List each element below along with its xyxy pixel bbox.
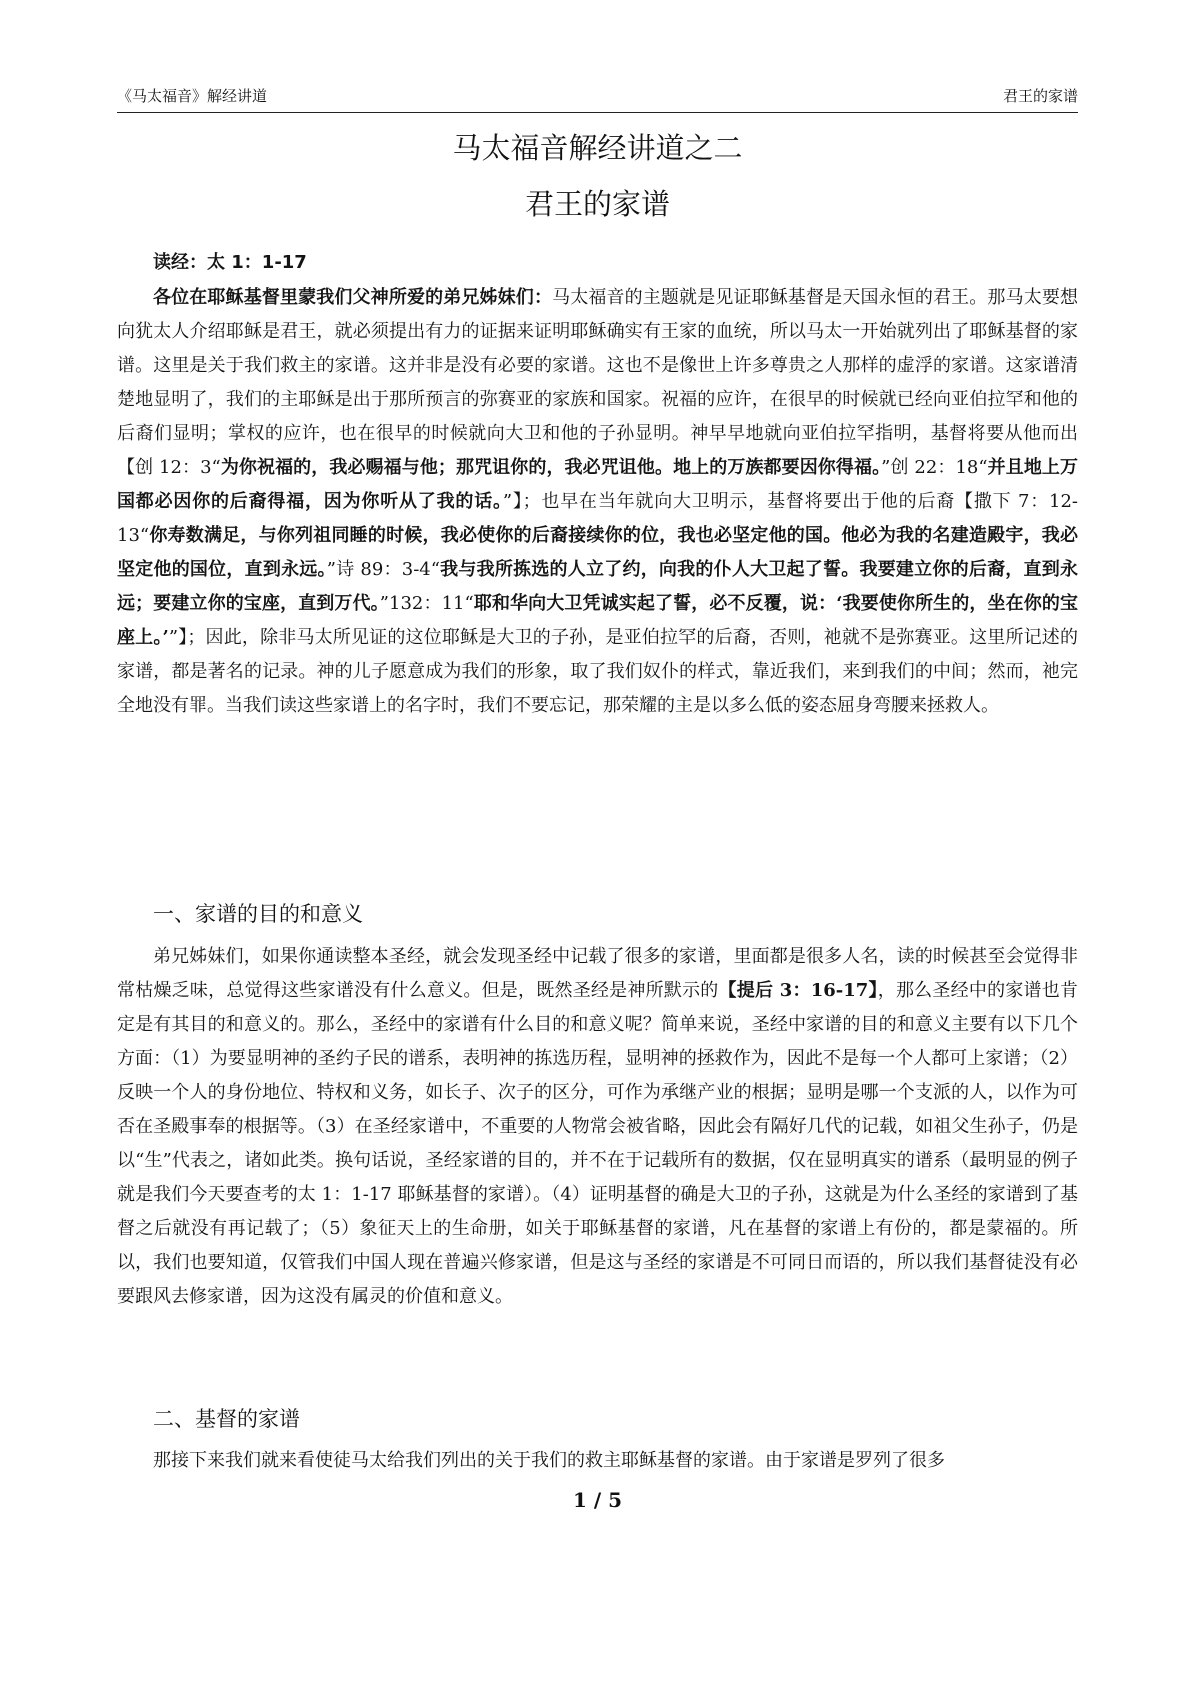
intro-paragraph bbox=[117, 281, 1078, 723]
running-header bbox=[117, 86, 1078, 113]
quote-ps-132: 耶和华向大卫凭诚实起了誓，必不反覆，说：‘我要使你所生的，坐在你的宝座上。’ bbox=[117, 593, 1079, 648]
section-2-paragraph: 那接下来我们就来看使徒马太给我们列出的关于我们的救主耶稣基督的家谱。由于家谱是罗列了很多 bbox=[153, 1450, 945, 1471]
intro-text-1: 马太福音的主题就是见证耶稣基督是天国永恒的君王。那马太要想向犹太人介绍耶稣是君王，就必须提出有力的证据来证明耶稣确实有王家的血统，所以马太一开始就列出了耶稣基督的家谱。这里是关于我们救主的家谱。这并非是没有必要的家谱。这也不是像世上许多尊贵之人那样的虚浮的家谱。这家谱清楚地显明了，我们的主耶稣是出于那所预言的弥赛亚的家族和国家。祝福的应许，在很早的时候就已经向亚伯拉罕和他的后裔们显明；掌权的应许，也在很早的时候就向大卫和他的子孙显明。神早早地就向亚伯拉罕指明，基督将要从他而出【创 12：3“ bbox=[117, 287, 1078, 478]
scripture-reference: 【提后 3：16-17】 bbox=[718, 980, 878, 1001]
page-number: 1 / 5 bbox=[572, 1488, 623, 1512]
quote-2sam-7: 你寿数满足，与你列祖同睡的时候，我必使你的后裔接续你的位，我也必坚定他的国。他必为我的名建造殿宇，我必坚定他的国位，直到永远。 bbox=[117, 525, 1078, 580]
quote-gen-22-18: 并且地上万国都必因你的后裔得福，因为你听从了我的话。 bbox=[117, 457, 1079, 512]
header-book-title: 《马太福音》解经讲道 bbox=[117, 87, 268, 105]
section-1-paragraph bbox=[117, 940, 1078, 1314]
intro-text-6: ”】；因此，除非马太所见证的这位耶稣是大卫的子孙，是亚伯拉罕的后裔，否则，祂就不是弥赛亚。这里所记述的家谱，都是著名的记录。神的儿子愿意成为我们的形象，取了我们奴仆的样式，靠近我们，来到我们的中间；然而，祂完全地没有罪。当我们读这些家谱上的名字时，我们不要忘记，那荣耀的主是以多么低的姿态屈身弯腰来拯救人。 bbox=[117, 627, 1078, 716]
greeting: 各位在耶稣基督里蒙我们父神所爱的弟兄姊妹们： bbox=[153, 287, 553, 308]
scripture-reading: 读经：太 1：1-17 bbox=[153, 252, 307, 273]
section-heading-1: 一、家谱的目的和意义 bbox=[153, 902, 363, 926]
quote-ps-89: 我与我所拣选的人立了约，向我的仆人大卫起了誓。我要建立你的后裔，直到永远；要建立你的宝座，直到万代。 bbox=[117, 559, 1078, 614]
intro-text-2: ”创 22：18“ bbox=[881, 457, 988, 478]
intro-text-5: ”132：11“ bbox=[379, 593, 474, 614]
sermon-title: 马太福音解经讲道之二 bbox=[452, 131, 743, 165]
header-chapter-title: 君王的家谱 bbox=[1002, 87, 1078, 105]
intro-text-3: ”】；也早在当年就向大卫明示，基督将要出于他的后裔【撒下 7：12-13“ bbox=[117, 491, 1079, 546]
section-1-text-2: ，那么圣经中的家谱也肯定是有其目的和意义的。那么，圣经中的家谱有什么目的和意义呢？简单来说，圣经中家谱的目的和意义主要有以下几个方面：（1）为要显明神的圣约子民的谱系，表明神的拣选历程，显明神的拯救作为，因此不是每一个人都可上家谱；（2）反映一个人的身份地位、特权和义务，如长子、次子的区分，可作为承继产业的根据；显明是哪一个支派的人，以作为可否在圣殿事奉的根据等。（3）在圣经家谱中，不重要的人物常会被省略，因此会有隔好几代的记载，如祖父生孙子，仍是以“生”代表之，诸如此类。换句话说，圣经家谱的目的，并不在于记载所有的数据，仅在显明真实的谱系（最明显的例子就是我们今天要查考的太 1：1-17 耶稣基督的家谱）。（4）证明基督的确是大卫的子孙，这就是为什么圣经的家谱到了基督之后就没有再记载了；（5）象征天上的生命册，如关于耶稣基督的家谱，凡在基督的家谱上有份的，都是蒙福的。所以，我们也要知道，仅管我们中国人现在普遍兴修家谱，但是这与圣经的家谱是不可同日而语的，所以我们基督徒没有必要跟风去修家谱，因为这没有属灵的价值和意义。 bbox=[117, 980, 1079, 1307]
section-1-text-1: 弟兄姊妹们，如果你通读整本圣经，就会发现圣经中记载了很多的家谱，里面都是很多人名，读的时候甚至会觉得非常枯燥乏味，总觉得这些家谱没有什么意义。但是，既然圣经是神所默示的 bbox=[117, 946, 1078, 1001]
intro-text-4: ”诗 89：3-4“ bbox=[326, 559, 440, 580]
sermon-subtitle: 君王的家谱 bbox=[524, 187, 670, 221]
quote-gen-12-3: 为你祝福的，我必赐福与他；那咒诅你的，我必咒诅他。地上的万族都要因你得福。 bbox=[220, 457, 882, 478]
section-heading-2: 二、基督的家谱 bbox=[153, 1407, 300, 1431]
